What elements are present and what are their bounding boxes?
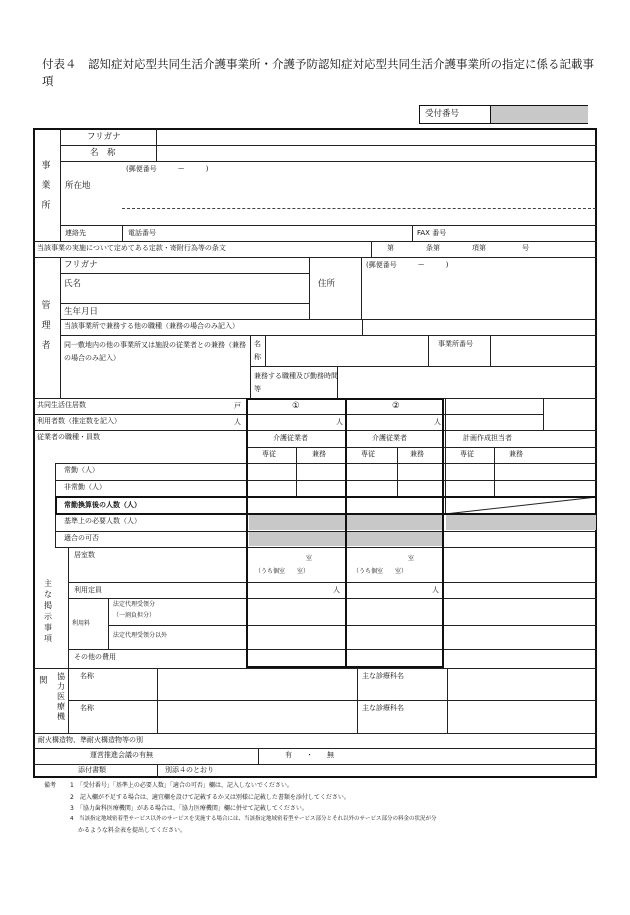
senju-2: 専従: [361, 450, 375, 458]
kikan2-name-label: 名称: [80, 704, 94, 712]
note-4b: かるような料金表を提出してください。: [78, 827, 187, 834]
fee1b-label: （一割負担分）: [113, 612, 156, 619]
attach-label: 添付書類: [78, 766, 106, 774]
note-1: 1 「受付番号」「基準上の必要人数」「適合の可否」欄は、記入しないでください。: [70, 782, 293, 789]
hijoukin-label: 非常勤（人）: [64, 483, 106, 491]
jigyosho-contact-label: 連絡先: [65, 229, 86, 237]
capacity1-unit: 人: [333, 586, 340, 594]
attach-value: 別添４のとおり: [165, 766, 214, 774]
jigyosho-fax-label: FAX 番号: [417, 229, 447, 237]
kanrisha-postal: (郵便番号 ー ): [366, 261, 449, 269]
receipt-input[interactable]: [490, 106, 588, 123]
fee1-label: 法定代理受領分: [113, 601, 156, 608]
kijun-planner-cell: [446, 515, 596, 530]
fee-label: 利用料: [72, 620, 91, 627]
kenmu-1: 兼務: [312, 450, 326, 458]
jorei-jo: 条第: [426, 244, 440, 252]
note-3: 3 「協力歯科医療機関」がある場合は、「協力医療機関」欄に併せて記載してください。: [70, 805, 308, 812]
kanrisha-furigana-label: フリガナ: [64, 260, 98, 270]
tekigo-label: 適合の可否: [64, 534, 99, 542]
caregiver1-label: 介護従業者: [273, 434, 308, 442]
section-jigyosho: 事業所: [41, 161, 51, 211]
jigyosho-address-label: 所在地: [65, 181, 91, 191]
section-main: 主な掲示事項: [44, 579, 52, 643]
jigyosho-name-label: 名 称: [90, 148, 116, 158]
kanrisha-duty-label: 兼務する職種及び勤務時間等: [254, 372, 338, 393]
rooms2-kojin: （うち個室 室）: [353, 568, 408, 575]
kanrisha-address-label: 住所: [318, 279, 336, 289]
document-title: 付表４ 認知症対応型共同生活介護事業所・介護予防認知症対応型共同生活介護事業所の指定に係る記載事項: [42, 57, 594, 88]
kikan2-dept-label: 主な診療科名: [362, 704, 404, 712]
unit2-users-unit: 人: [434, 418, 441, 426]
unit1-label: ①: [292, 401, 300, 411]
jigyosho-furigana-label: フリガナ: [87, 132, 121, 142]
rooms-label: 居室数: [74, 551, 95, 559]
kanrisha-sho: 称: [254, 353, 261, 361]
note-4: 4 当該指定地域密着型サービス以外のサービスを実施する場合には、当該指定地域密着型サービス部分とそれ以外のサービス部分の料金の状況が分: [70, 816, 437, 822]
kenmu-2: 兼務: [410, 450, 424, 458]
joukin-label: 常勤（人）: [64, 466, 99, 474]
council-yes-no[interactable]: 有 ・ 無: [285, 751, 334, 759]
receipt-label: 受付番号: [425, 109, 460, 119]
unit1-users-unit: 人: [336, 418, 343, 426]
section-kikan-b: 協力医療機: [57, 672, 65, 721]
kikan1-name-label: 名称: [80, 672, 94, 680]
unit2-label: ②: [392, 401, 400, 411]
kanrisha-name-label: 氏名: [64, 279, 82, 289]
capacity2-unit: 人: [432, 586, 439, 594]
other-fee-label: その他の費用: [74, 653, 116, 661]
kanrisha-mei: 名: [254, 340, 261, 348]
kanrisha-birth-label: 生年月日: [64, 307, 99, 317]
capacity-label: 利用定員: [74, 586, 102, 594]
jorei-dai: 第: [387, 244, 394, 252]
notes-label: 備考: [44, 782, 57, 789]
users-label: 利用者数（推定数を記入）: [37, 417, 121, 425]
senju-3: 専従: [460, 450, 474, 458]
section-kikan-a: 関: [39, 676, 48, 686]
fee2-label: 法定代理受領分以外: [113, 632, 168, 639]
caregiver2-label: 介護従業者: [372, 434, 407, 442]
jigyosho-postal: (郵便番号 ー ): [126, 165, 209, 173]
kansan-label: 常勤換算後の人数（人）: [64, 501, 141, 509]
fireproof-label: 耐火構造物、準耐火構造物等の別: [38, 736, 143, 744]
planner-label: 計画作成担当者: [463, 434, 512, 442]
council-label: 運営推進会議の有無: [90, 751, 153, 759]
jigyosho-phone-label: 電話番号: [128, 229, 156, 237]
rooms1-kojin: （うち個室 室）: [255, 568, 310, 575]
section-kanrisha: 管理者: [41, 301, 51, 351]
kenmu-3: 兼務: [509, 450, 523, 458]
rooms2-unit: 室: [408, 555, 415, 562]
kanrisha-other-facility-label: 同一敷地内の他の事業所又は施設の従業者との兼務（兼務の場合のみ記入）: [64, 341, 246, 362]
kikan1-dept-label: 主な診療科名: [362, 672, 404, 680]
jorei-ko: 項第: [472, 244, 486, 252]
kanrisha-office-no-label: 事業所番号: [438, 340, 473, 348]
kijun-label: 基準上の必要人数（人）: [64, 517, 141, 525]
staff-types-label: 従業者の職種・員数: [37, 433, 100, 441]
users-unit: 人: [234, 418, 241, 426]
kanrisha-other-job-label: 当該事業所で兼務する他の職種（兼務の場合のみ記入）: [64, 322, 239, 330]
planner-diagonal: [445, 497, 597, 514]
senju-1: 専従: [262, 450, 276, 458]
residents-unit: 戸: [234, 402, 241, 410]
residents-label: 共同生活住居数: [37, 401, 86, 409]
jorei-go: 号: [522, 244, 529, 252]
rooms1-unit: 室: [306, 555, 313, 562]
jorei-label: 当該事業の実施について定めてある定款・寄附行為等の条文: [37, 244, 226, 252]
note-2: 2 記入欄が不足する場合は、適宜欄を設けて記載するか又は別様に記載した書類を添付してください。: [70, 794, 350, 801]
